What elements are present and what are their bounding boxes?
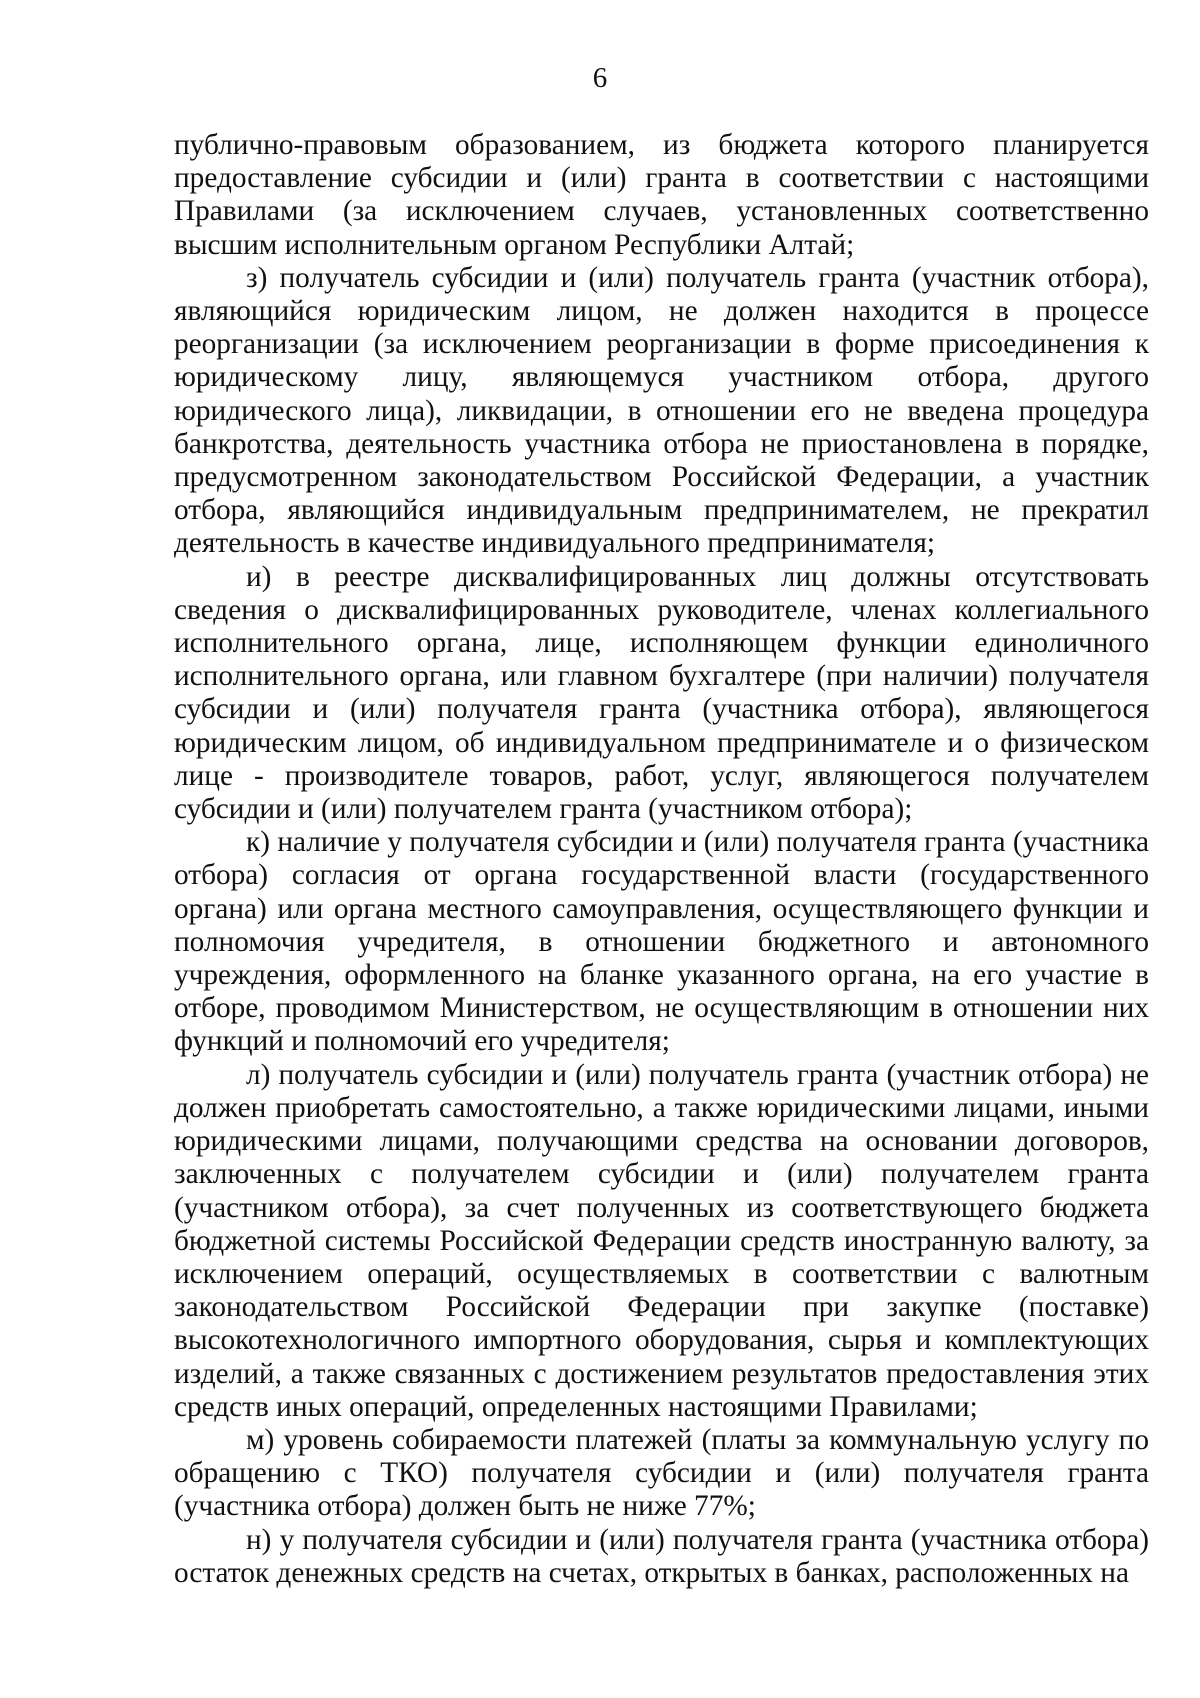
paragraph-item-i: и) в реестре дисквалифицированных лиц должны отсутствовать сведения о дисквалифицированных руководителе, членах коллегиального исполнительного органа, лице, исполняющем функции единоличного исполнительного органа, или главном бухгалтере (при наличии) получателя субсидии и (или) получателя гранта (участника отбора), являющегося юридическим лицом, об индивидуальном предпринимателе и о физическом лице - производителе товаров, работ, услуг, являющегося получателем субсидии и (или) получателем гранта (участником отбора);: [174, 560, 1149, 826]
document-body: [174, 129, 1149, 1590]
paragraph-item-z: з) получатель субсидии и (или) получатель гранта (участник отбора), являющийся юридическим лицом, не должен находится в процессе реорганизации (за исключением реорганизации в форме присоединения к юридическому лицу, являющемуся участником отбора, другого юридического лица), ликвидации, в отношении его не введена процедура банкротства, деятельность участника отбора не приостановлена в порядке, предусмотренном законодательством Российской Федерации, а участник отбора, являющийся индивидуальным предпринимателем, не прекратил деятельность в качестве индивидуального предпринимателя;: [174, 261, 1149, 560]
paragraph-item-k: к) наличие у получателя субсидии и (или) получателя гранта (участника отбора) согласия от органа государственной власти (государственного органа) или органа местного самоуправления, осуществляющего функции и полномочия учредителя, в отношении бюджетного и автономного учреждения, оформленного на бланке указанного органа, на его участие в отборе, проводимом Министерством, не осуществляющим в отношении них функций и полномочий его учредителя;: [174, 826, 1149, 1058]
paragraph-item-n: н) у получателя субсидии и (или) получателя гранта (участника отбора) остаток денежных средств на счетах, открытых в банках, расположенных на: [174, 1523, 1149, 1589]
paragraph-item-l: л) получатель субсидии и (или) получатель гранта (участник отбора) не должен приобретать самостоятельно, а также юридическими лицами, иными юридическими лицами, получающими средства на основании договоров, заключенных с получателем субсидии и (или) получателем гранта (участником отбора), за счет полученных из соответствующего бюджета бюджетной системы Российской Федерации средств иностранную валюту, за исключением операций, осуществляемых в соответствии с валютным законодательством Российской Федерации при закупке (поставке) высокотехнологичного импортного оборудования, сырья и комплектующих изделий, а также связанных с достижением результатов предоставления этих средств иных операций, определенных настоящими Правилами;: [174, 1058, 1149, 1423]
page-number: 6: [592, 62, 608, 94]
paragraph-item-m: м) уровень собираемости платежей (платы за коммунальную услугу по обращению с ТКО) получателя субсидии и (или) получателя гранта (участника отбора) должен быть не ниже 77%;: [174, 1423, 1149, 1523]
paragraph-continuation: публично-правовым образованием, из бюджета которого планируется предоставление субсидии и (или) гранта в соответствии с настоящими Правилами (за исключением случаев, установленных соответственно высшим исполнительным органом Республики Алтай;: [174, 129, 1149, 261]
